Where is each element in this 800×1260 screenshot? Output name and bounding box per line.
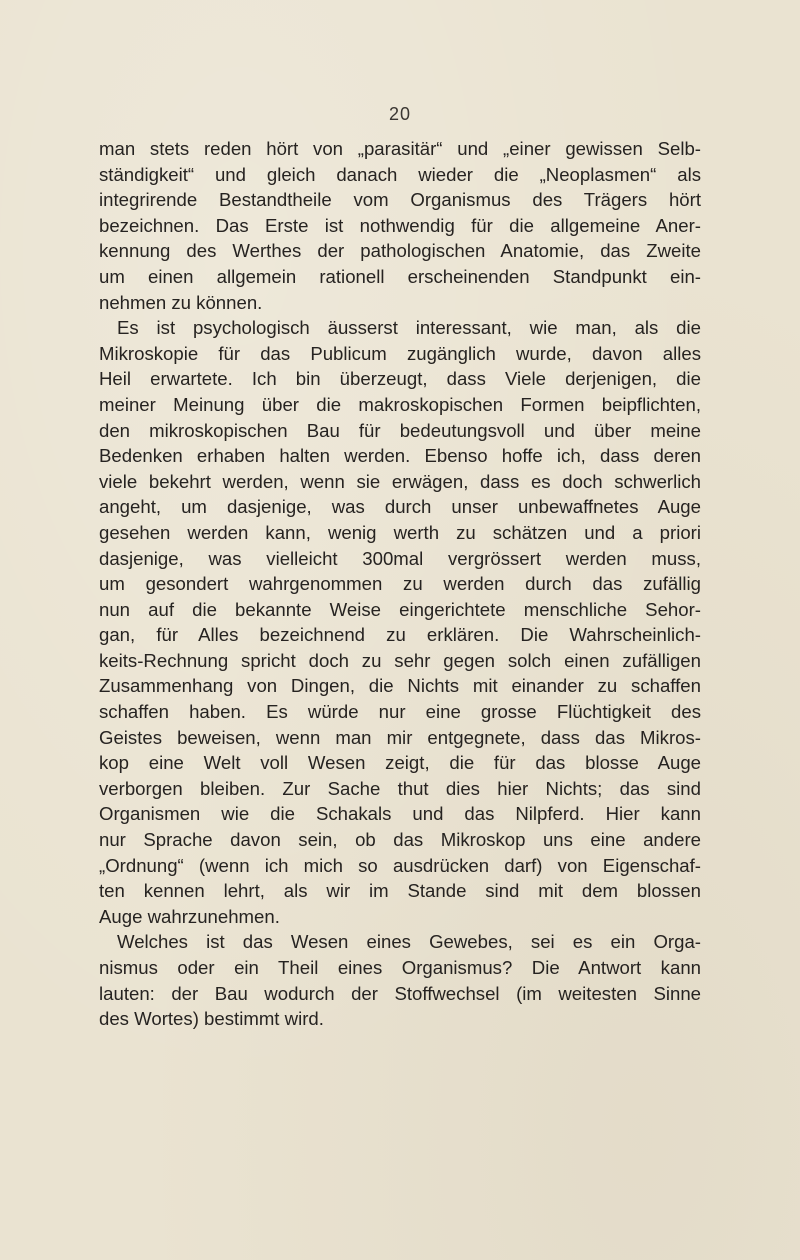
- text-line-23: schaffen haben. Es würde nur eine grosse Flüchtigkeit des: [99, 701, 701, 723]
- text-line-5: kennung des Werthes der pathologischen Anatomie, das Zweite: [99, 240, 701, 262]
- text-line-22: Zusammenhang von Dingen, die Nichts mit einander zu schaffen: [99, 675, 701, 697]
- text-line-14: viele bekehrt werden, wenn sie erwägen, dass es doch schwerlich: [99, 470, 701, 492]
- text-line-28: nur Sprache davon sein, ob das Mikroskop uns eine andere: [99, 829, 701, 851]
- text-line-27: Organismen wie die Schakals und das Nilpferd. Hier kann: [99, 803, 701, 825]
- text-line-17: dasjenige, was vielleicht 300mal vergrössert werden muss,: [99, 547, 701, 569]
- text-line-30: ten kennen lehrt, als wir im Stande sind mit dem blossen: [99, 880, 701, 902]
- text-line-32: Welches ist das Wesen eines Gewebes, sei es ein Orga-: [117, 931, 701, 953]
- body-text: [99, 136, 701, 1032]
- text-line-20: gan, für Alles bezeichnend zu erklären. Die Wahrscheinlich-: [99, 624, 701, 646]
- text-line-26: verborgen bleiben. Zur Sache thut dies hier Nichts; das sind: [99, 777, 701, 799]
- text-line-34: lauten: der Bau wodurch der Stoffwechsel (im weitesten Sinne: [99, 982, 701, 1004]
- text-line-11: meiner Meinung über die makroskopischen Formen beipflichten,: [99, 393, 701, 415]
- text-line-7: nehmen zu können.: [99, 291, 263, 313]
- text-line-16: gesehen werden kann, wenig werth zu schätzen und a priori: [99, 521, 701, 543]
- text-line-24: Geistes beweisen, wenn man mir entgegnete, dass das Mikros-: [99, 726, 701, 748]
- page-number: 20: [388, 104, 412, 124]
- text-line-4: bezeichnen. Das Erste ist nothwendig für die allgemeine Aner-: [99, 214, 701, 236]
- text-line-8: Es ist psychologisch äusserst interessant, wie man, als die: [117, 317, 701, 339]
- text-line-2: ständigkeit“ und gleich danach wieder die „Neoplasmen“ als: [99, 163, 701, 185]
- text-line-15: angeht, um dasjenige, was durch unser unbewaffnetes Auge: [99, 496, 701, 518]
- text-line-29: „Ordnung“ (wenn ich mich so ausdrücken darf) von Eigenschaf-: [99, 854, 701, 876]
- text-line-10: Heil erwartete. Ich bin überzeugt, dass Viele derjenigen, die: [99, 368, 701, 390]
- text-line-25: kop eine Welt voll Wesen zeigt, die für das blosse Auge: [99, 752, 701, 774]
- text-line-21: keits-Rechnung spricht doch zu sehr gegen solch einen zufälligen: [99, 649, 701, 671]
- text-line-13: Bedenken erhaben halten werden. Ebenso hoffe ich, dass deren: [99, 445, 701, 467]
- text-line-18: um gesondert wahrgenommen zu werden durch das zufällig: [99, 573, 701, 595]
- text-line-3: integrirende Bestandtheile vom Organismus des Trägers hört: [99, 189, 701, 211]
- text-line-31: Auge wahrzunehmen.: [99, 905, 280, 927]
- text-line-12: den mikroskopischen Bau für bedeutungsvoll und über meine: [99, 419, 701, 441]
- text-line-19: nun auf die bekannte Weise eingerichtete menschliche Sehor-: [99, 598, 701, 620]
- text-line-9: Mikroskopie für das Publicum zugänglich wurde, davon alles: [99, 342, 701, 364]
- text-line-35: des Wortes) bestimmt wird.: [99, 1008, 324, 1030]
- text-line-6: um einen allgemein rationell erscheinenden Standpunkt ein-: [99, 265, 701, 287]
- text-line-1: man stets reden hört von „parasitär“ und „einer gewissen Selb-: [99, 138, 701, 159]
- text-line-33: nismus oder ein Theil eines Organismus? Die Antwort kann: [99, 957, 701, 978]
